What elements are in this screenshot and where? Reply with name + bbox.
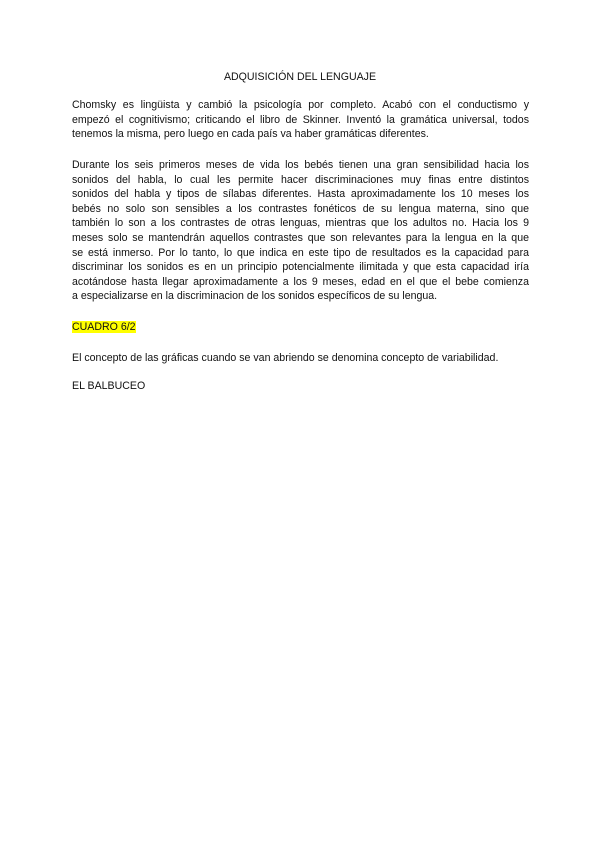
text-line: empezó el cognitivismo; criticando el libro de Skinner. Inventó la gramática universal, todos (72, 113, 529, 126)
document-title: ADQUISICIÓN DEL LENGUAJE (223, 71, 377, 83)
paragraph-variabilidad: El concepto de las gráficas cuando se van abriendo se denomina concepto de variabilidad. (72, 352, 499, 364)
text-line: a especializarse en la discriminacion de los sonidos específicos de su lengua. (72, 290, 438, 303)
text-line: tenemos la misma, pero luego en cada país va haber gramáticas diferentes. (72, 128, 429, 141)
paragraph-chomsky (72, 98, 529, 142)
paragraph-bebes (72, 158, 529, 304)
highlighted-label: CUADRO 6/2 (72, 321, 136, 333)
text-line: sonidos del habla, lo cual les permite hacer discriminaciones muy finas entre distintos (72, 173, 529, 186)
text-line: también lo son a los contrastes de otras lenguas, mientras que los adultos no. Hacia los 9 (72, 217, 529, 230)
text-line: discriminar los sonidos es en un principio potencialmente ilimitada y que esta capacidad iría (72, 261, 529, 274)
text-line: bebés no solo son sensibles a los contrastes fonéticos de su lengua materna, sino que (72, 202, 529, 215)
text-line: se está inmerso. Por lo tanto, lo que indica en este tipo de resultados es la capacidad para (72, 246, 529, 259)
text-line: sonidos del habla y tipos de sílabas diferentes. Hasta aproximadamente los 10 meses los (72, 188, 529, 201)
text-line: Durante los seis primeros meses de vida los bebés tienen una gran sensibilidad hacia los (72, 159, 529, 171)
text-line: acotándose hasta llegar aproximadamente a los 9 meses, edad en el que el bebe comienza (72, 275, 529, 288)
section-heading: EL BALBUCEO (72, 380, 146, 392)
text-line: meses solo se mantendrán aquellos contrastes que son relevantes para la lengua en la que (72, 231, 529, 244)
text-line: Chomsky es lingüista y cambió la psicología por completo. Acabó con el conductismo y (72, 99, 529, 111)
